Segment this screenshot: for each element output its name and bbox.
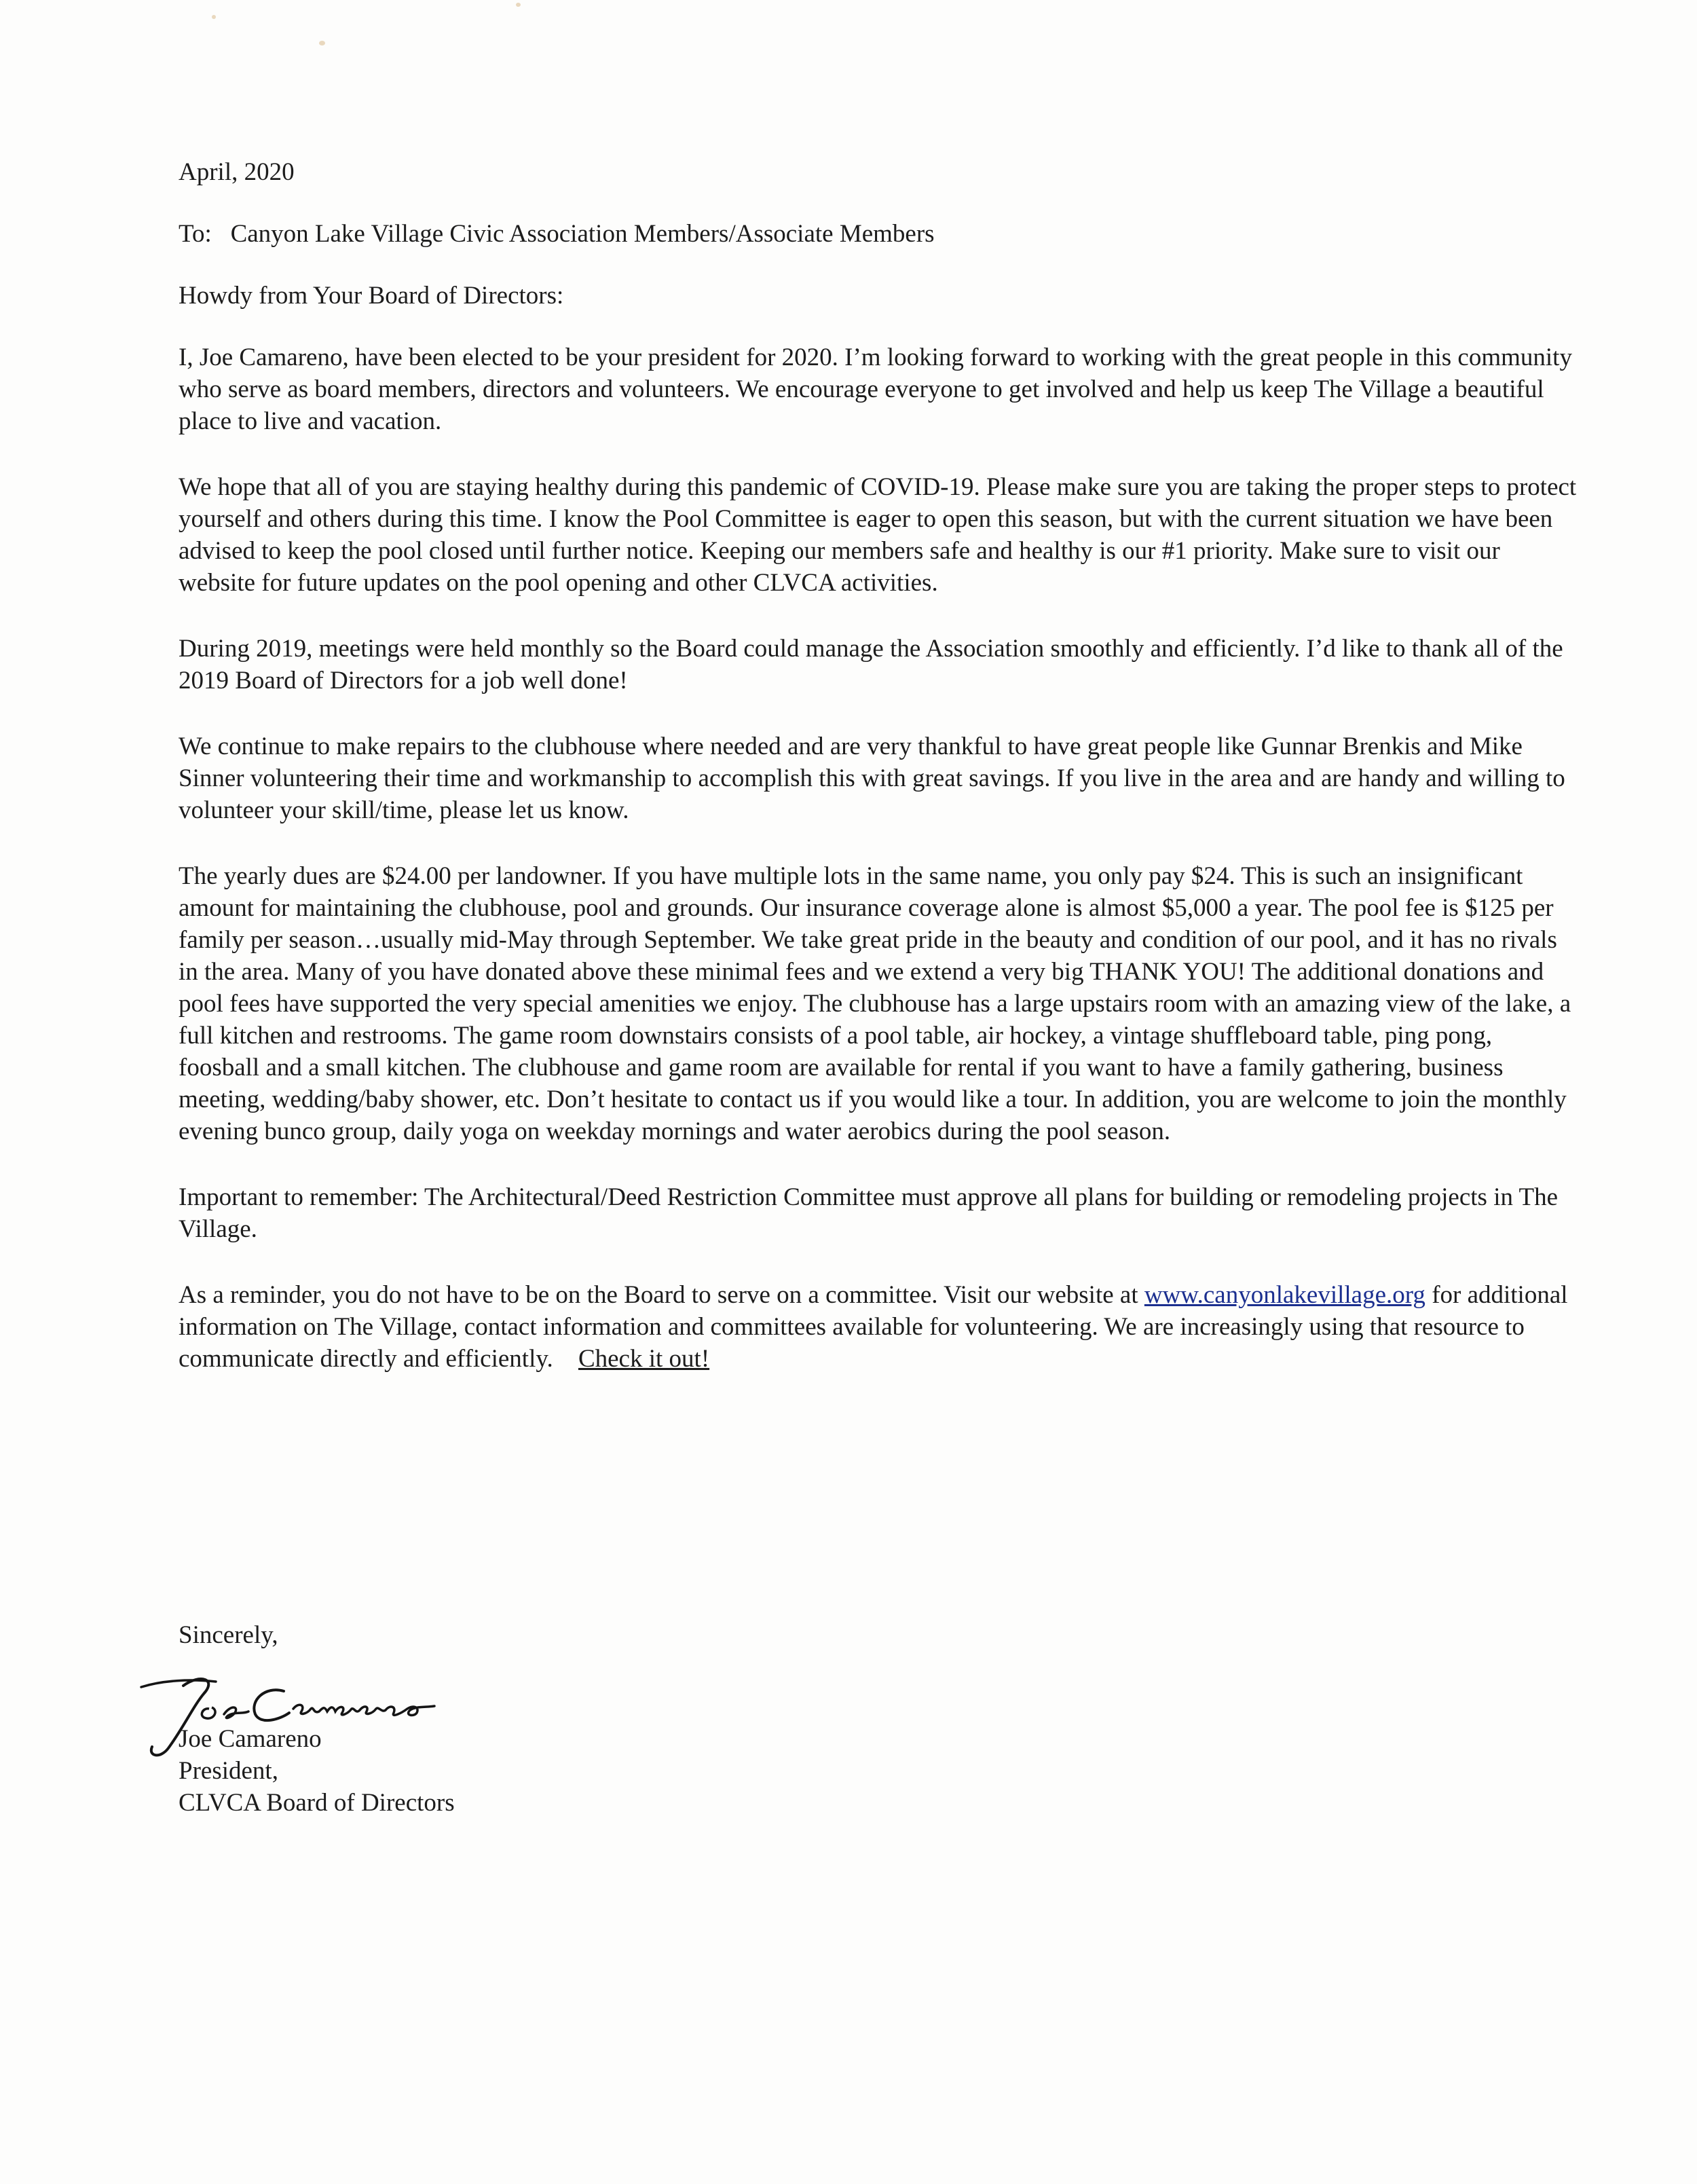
greeting: Howdy from Your Board of Directors: — [179, 282, 564, 310]
signer-name: Joe Camareno — [179, 1725, 322, 1753]
signer-title: President, — [179, 1757, 278, 1785]
letter-date: April, 2020 — [179, 158, 295, 186]
check-it-out-link[interactable]: Check it out! — [578, 1345, 710, 1373]
paragraph-covid: We hope that all of you are staying healthy during this pandemic of COVID-19. Please make sure you are taking the proper steps to protect yourself and others during this time. I know the Pool Committee is eager to open this season, but with the current situation we have been advised to keep the pool closed until further notice. Keeping our members safe and healthy is our #1 priority. Make sure to visit our website for future updates on the pool opening and other CLVCA activities. — [179, 473, 1577, 597]
scan-speck — [516, 3, 521, 7]
reminder-intro: As a reminder, you do not have to be on the Board to serve on a committee. Visit our website at — [179, 1281, 1138, 1309]
letter-body — [179, 156, 1577, 1409]
signature-block — [179, 1723, 455, 1819]
paragraph-dues: The yearly dues are $24.00 per landowner. If you have multiple lots in the same name, you only pay $24. This is such an insignificant amount for maintaining the clubhouse, pool and grounds. Our insurance coverage alone is almost $5,000 a year. The pool fee is $125 per family per season…usually mid-May through September. We take great pride in the beauty and condition of our pool, and it has no rivals in the area. Many of you have donated above these minimal fees and we extend a very big THANK YOU! The additional donations and pool fees have supported the very special amenities we enjoy. The clubhouse has a large upstairs room with an amazing view of the lake, a full kitchen and restrooms. The game room downstairs consists of a pool table, air hockey, a vintage shuffleboard table, ping pong, foosball and a small kitchen. The clubhouse and game room are available for rental if you want to have a family gathering, business meeting, wedding/baby shower, etc. Don’t hesitate to contact us if you would like a tour. In addition, you are welcome to join the monthly evening bunco group, daily yoga on weekday mornings and water aerobics during the pool season. — [179, 862, 1571, 1145]
recipient-line — [179, 218, 1577, 250]
scan-speck — [212, 15, 216, 19]
paragraph-repairs: We continue to make repairs to the clubhouse where needed and are very thankful to have great people like Gunnar Brenkis and Mike Sinner volunteering their time and workmanship to accomplish this with great savings. If you live in the area and are handy and willing to volunteer your skill/time, please let us know. — [179, 733, 1565, 824]
paragraph-architectural: Important to remember: The Architectural/Deed Restriction Committee must approve all plans for building or remodeling projects in The Village. — [179, 1183, 1559, 1243]
signer-organization: CLVCA Board of Directors — [179, 1789, 455, 1817]
to-label: To: — [179, 220, 212, 248]
paragraph-introduction: I, Joe Camareno, have been elected to be your president for 2020. I’m looking forward to working with the great people in this community who serve as board members, directors and volunteers. We encourage everyone to get involved and help us keep The Village a beautiful place to live and vacation. — [179, 344, 1572, 435]
reminder-rest: for additional information on The Village, contact information and committees available for volunteering. We are increasingly using that resource to communicate directly and efficiently. — [179, 1281, 1568, 1373]
paragraph-reminder — [179, 1279, 1577, 1375]
to-recipients: Canyon Lake Village Civic Association Members/Associate Members — [230, 220, 935, 248]
scan-speck — [319, 41, 325, 45]
website-link[interactable]: www.canyonlakevillage.org — [1144, 1281, 1425, 1309]
paragraph-meetings: During 2019, meetings were held monthly so the Board could manage the Association smoothly and efficiently. I’d like to thank all of the 2019 Board of Directors for a job well done! — [179, 635, 1563, 695]
closing-line: Sincerely, — [179, 1621, 278, 1649]
